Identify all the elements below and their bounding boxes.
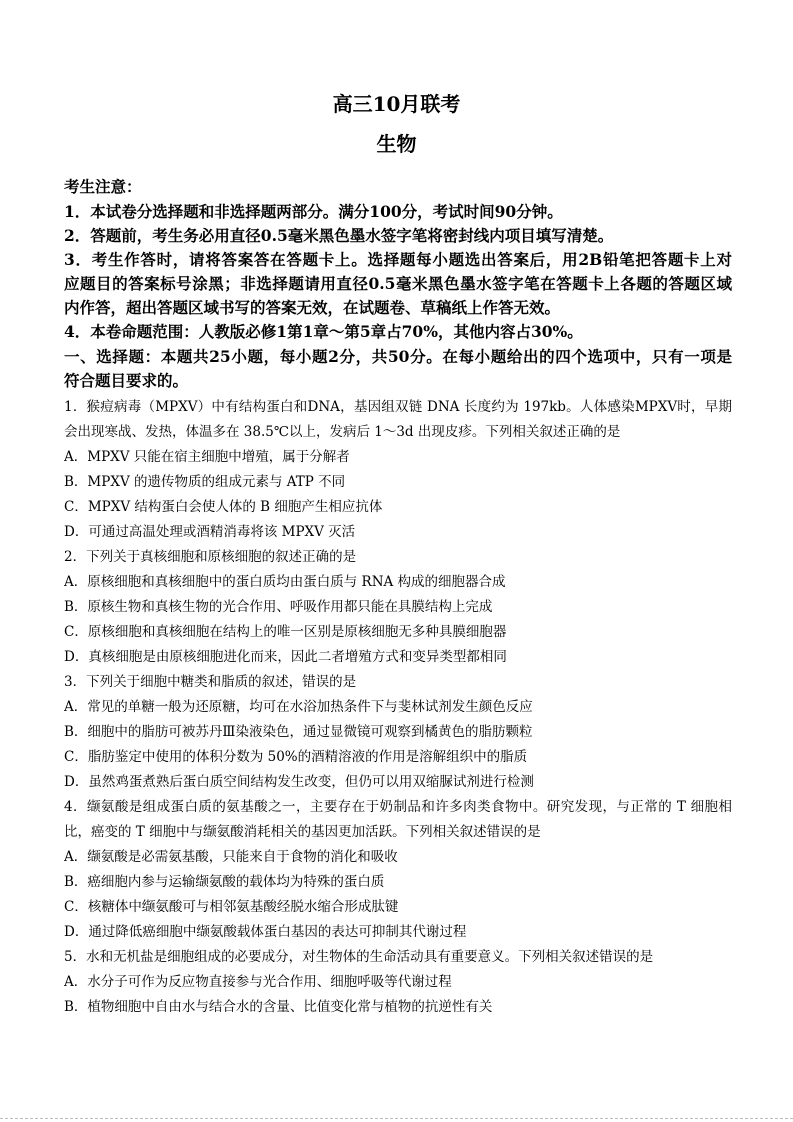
question-option: A．水分子可作为反应物直接参与光合作用、细胞呼吸等代谢过程 xyxy=(64,974,452,990)
notice-line: 4．本卷命题范围：人教版必修1第1章～第5章占70%，其他内容占30%。 xyxy=(64,322,583,341)
notice-line: 应题目的答案标号涂黑；非选择题请用直径0.5毫米黑色墨水签字笔在答题卡上各题的答题区域 xyxy=(64,274,732,293)
question-option: B．MPXV 的遗传物质的组成元素与 ATP 不同 xyxy=(64,474,346,490)
question-option: C．原核细胞和真核细胞在结构上的唯一区别是原核细胞无多种具膜细胞器 xyxy=(64,624,507,640)
question-stem: 比，癌变的 T 细胞中与缬氨酸消耗相关的基因更加活跃。下列相关叙述错误的是 xyxy=(64,824,541,840)
question-option: B．植物细胞中自由水与结合水的含量、比值变化常与植物的抗逆性有关 xyxy=(64,999,493,1015)
question-stem: 会出现寒战、发热，体温多在 38.5℃以上，发病后 1～3d 出现皮疹。下列相关叙述正确的是 xyxy=(64,424,621,440)
notice-heading: 考生注意： xyxy=(64,177,142,196)
question-option: B．癌细胞内参与运输缬氨酸的载体均为特殊的蛋白质 xyxy=(64,874,385,890)
question-option: D．可通过高温处理或酒精消毒将该 MPXV 灭活 xyxy=(64,524,356,540)
notice-line: 2．答题前，考生务必用直径0.5毫米黑色墨水签字笔将密封线内项目填写清楚。 xyxy=(64,226,614,245)
question-stem: 3．下列关于细胞中糖类和脂质的叙述，错误的是 xyxy=(64,674,357,690)
notice-line: 1．本试卷分选择题和非选择题两部分。满分100分，考试时间90分钟。 xyxy=(64,202,563,221)
notice-line: 内作答，超出答题区域书写的答案无效，在试题卷、草稿纸上作答无效。 xyxy=(64,298,561,317)
question-option: C．MPXV 结构蛋白会使人体的 B 细胞产生相应抗体 xyxy=(64,499,383,515)
question-option: A．原核细胞和真核细胞中的蛋白质均由蛋白质与 RNA 构成的细胞器合成 xyxy=(64,574,506,590)
question-option: D．虽然鸡蛋煮熟后蛋白质空间结构发生改变，但仍可以用双缩脲试剂进行检测 xyxy=(64,774,534,790)
question-option: B．原核生物和真核生物的光合作用、呼吸作用都只能在具膜结构上完成 xyxy=(64,599,493,615)
exam-title: 高三10月联考 xyxy=(332,92,461,116)
section-line: 一、选择题：本题共25小题，每小题2分，共50分。在每小题给出的四个选项中，只有一项是 xyxy=(64,347,732,366)
question-stem: 2．下列关于真核细胞和原核细胞的叙述正确的是 xyxy=(64,549,357,565)
question-option: D．通过降低癌细胞中缬氨酸载体蛋白基因的表达可抑制其代谢过程 xyxy=(64,924,467,940)
question-option: C．脂肪鉴定中使用的体积分数为 50%的酒精溶液的作用是溶解组织中的脂质 xyxy=(64,749,528,765)
subject-title: 生物 xyxy=(376,132,417,156)
question-option: C．核糖体中缬氨酸可与相邻氨基酸经脱水缩合形成肽键 xyxy=(64,899,399,915)
question-option: B．细胞中的脂肪可被苏丹Ⅲ染液染色，通过显微镜可观察到橘黄色的脂肪颗粒 xyxy=(64,724,533,740)
page-bottom-divider xyxy=(0,1118,793,1119)
section-line: 符合题目要求的。 xyxy=(64,371,189,390)
question-stem: 1．猴痘病毒（MPXV）中有结构蛋白和DNA，基因组双链 DNA 长度约为 197kb。人体感染MPXV时，早期 xyxy=(64,399,732,415)
notice-line: 3．考生作答时，请将答案答在答题卡上。选择题每小题选出答案后，用2B铅笔把答题卡上对 xyxy=(64,250,732,269)
question-option: D．真核细胞是由原核细胞进化而来，因此二者增殖方式和变异类型都相同 xyxy=(64,649,507,665)
question-stem: 5．水和无机盐是细胞组成的必要成分，对生物体的生命活动具有重要意义。下列相关叙述错误的是 xyxy=(64,949,654,965)
question-option: A．缬氨酸是必需氨基酸，只能来自于食物的消化和吸收 xyxy=(64,849,398,865)
question-option: A．常见的单糖一般为还原糖，均可在水浴加热条件下与斐林试剂发生颜色反应 xyxy=(64,699,533,715)
question-stem: 4．缬氨酸是组成蛋白质的氨基酸之一，主要存在于奶制品和许多肉类食物中。研究发现，与正常的 T 细胞相 xyxy=(64,799,732,815)
question-option: A．MPXV 只能在宿主细胞中增殖，属于分解者 xyxy=(64,449,350,465)
